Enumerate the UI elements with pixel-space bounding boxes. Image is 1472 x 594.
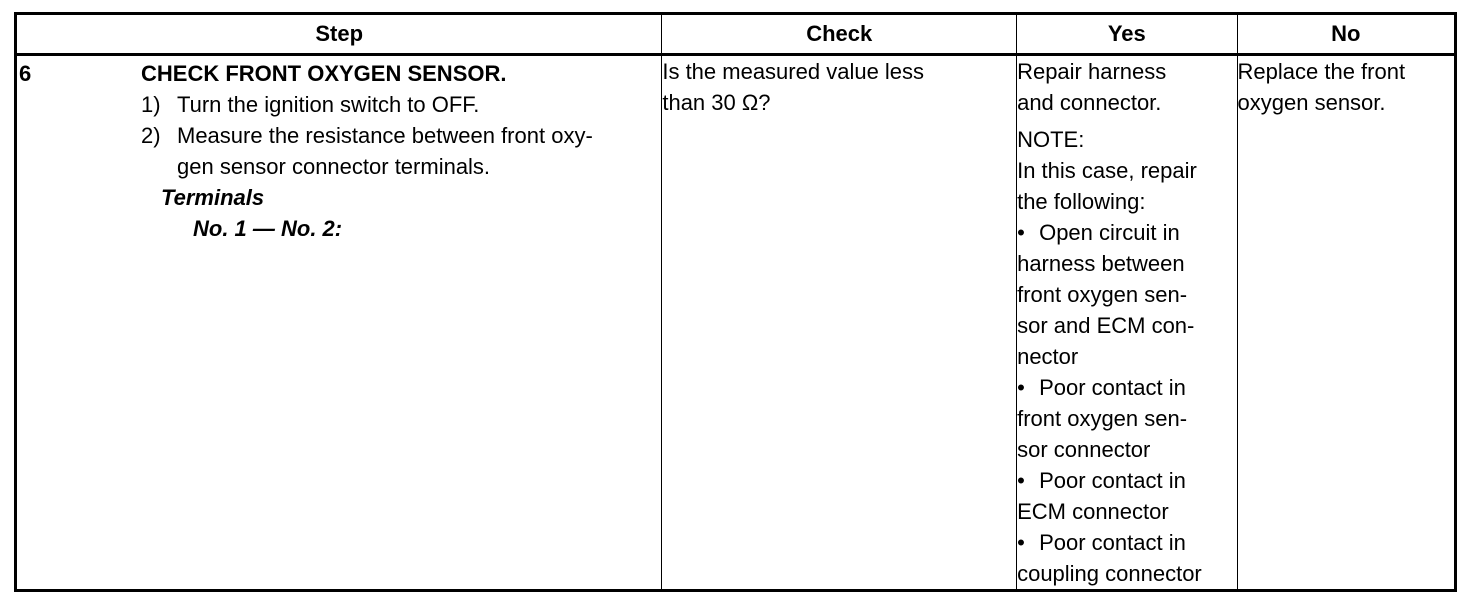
- bullet-text: front oxygen sen-: [1017, 282, 1188, 307]
- terminals-value: No. 1 — No. 2:: [193, 216, 343, 241]
- substep-number: 2): [141, 123, 161, 148]
- yes-cell: [1017, 55, 1237, 591]
- bullet-text: Open circuit in: [1039, 220, 1180, 245]
- bullet-text: sor connector: [1017, 437, 1151, 462]
- note-bullet-item: [1017, 372, 1236, 465]
- substep-text: gen sensor connector terminals.: [177, 154, 491, 179]
- note-text: the following:: [1017, 189, 1146, 214]
- header-yes: Yes: [1017, 14, 1237, 55]
- step-number: 6: [19, 61, 32, 86]
- terminals-label: Terminals: [161, 185, 265, 210]
- substep-2: [141, 120, 661, 182]
- table-row: [16, 55, 1456, 591]
- bullet-text: Poor contact in: [1039, 468, 1186, 493]
- bullet-text: Poor contact in: [1039, 375, 1186, 400]
- substep-text: Measure the resistance between front oxy-: [177, 123, 593, 148]
- header-row: [16, 14, 1456, 55]
- note-bullet-item: [1017, 527, 1236, 589]
- bullet-text: nector: [1017, 344, 1079, 369]
- note-label: NOTE:: [1017, 127, 1085, 152]
- no-cell: [1237, 55, 1455, 591]
- bullet-icon: •: [1017, 530, 1025, 555]
- step-title: CHECK FRONT OXYGEN SENSOR.: [141, 61, 507, 86]
- header-check: Check: [662, 14, 1017, 55]
- yes-action-line: Repair harness: [1017, 59, 1167, 84]
- note-bullet-item: [1017, 217, 1236, 372]
- no-text: Replace the front: [1237, 59, 1406, 84]
- note-text: In this case, repair: [1017, 158, 1197, 183]
- yes-action: [1017, 56, 1236, 118]
- yes-action-line: and connector.: [1017, 90, 1162, 115]
- bullet-icon: •: [1017, 375, 1025, 400]
- bullet-text: coupling connector: [1017, 561, 1202, 586]
- step-cell: [16, 55, 662, 591]
- check-cell: [662, 55, 1017, 591]
- substep-number: 1): [141, 92, 161, 117]
- check-text: than 30 Ω?: [662, 90, 771, 115]
- bullet-icon: •: [1017, 220, 1025, 245]
- bullet-text: ECM connector: [1017, 499, 1169, 524]
- header-no: No: [1237, 14, 1455, 55]
- note-bullet-item: [1017, 465, 1236, 527]
- bullet-text: front oxygen sen-: [1017, 406, 1188, 431]
- bullet-text: sor and ECM con-: [1017, 313, 1195, 338]
- bullet-icon: •: [1017, 468, 1025, 493]
- substep-1: [141, 89, 661, 120]
- bullet-text: Poor contact in: [1039, 530, 1186, 555]
- no-text: oxygen sensor.: [1237, 90, 1386, 115]
- check-text: Is the measured value less: [662, 59, 925, 84]
- bullet-text: harness between: [1017, 251, 1185, 276]
- step-body: [141, 58, 661, 244]
- header-step: Step: [16, 14, 662, 55]
- diagnostic-table: [14, 12, 1457, 592]
- substep-text: Turn the ignition switch to OFF.: [177, 92, 480, 117]
